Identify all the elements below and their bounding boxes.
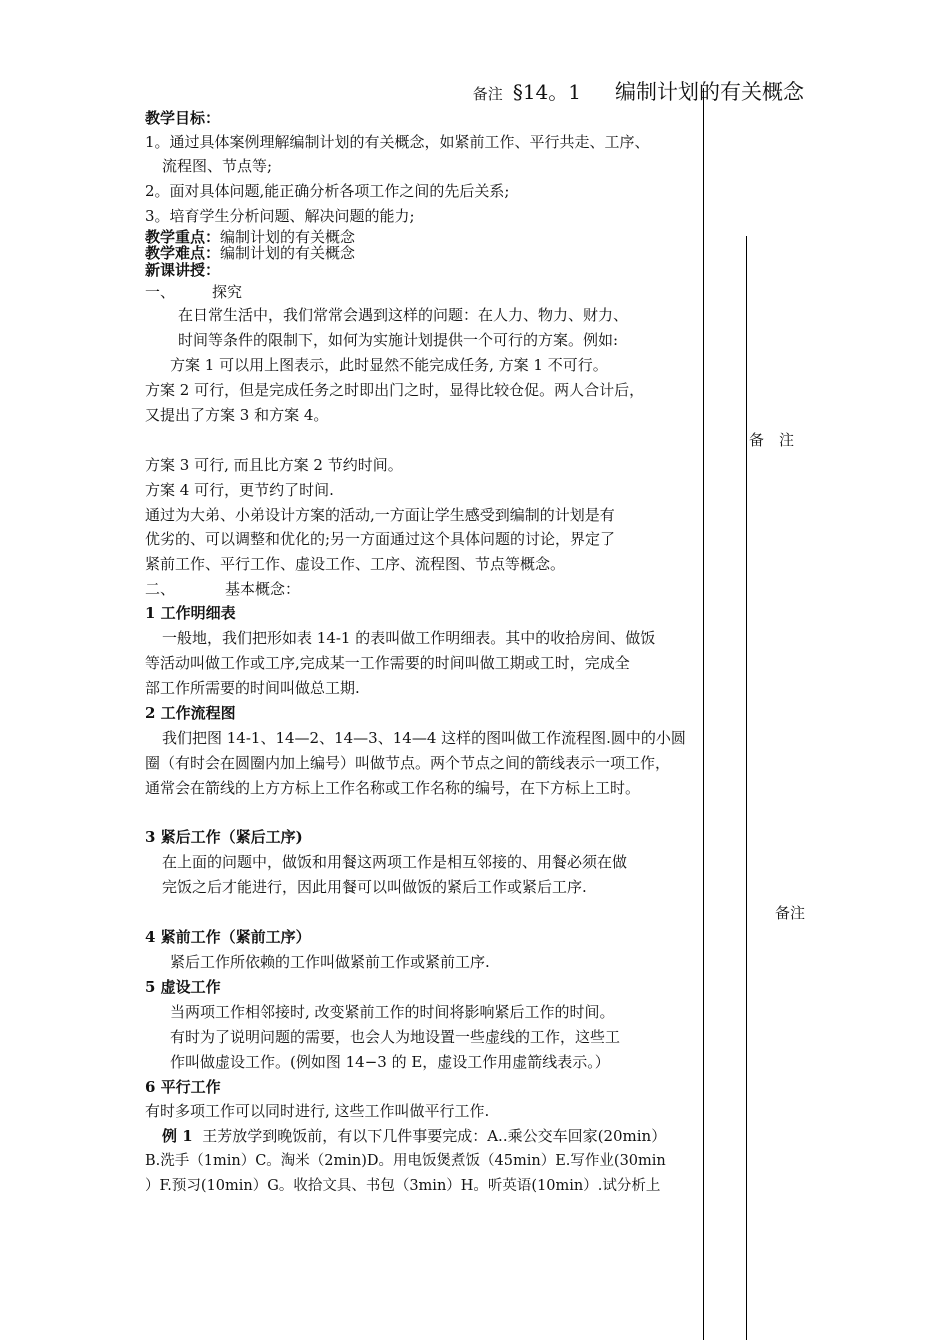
paragraph-line: 方案 4 可行，更节约了时间. xyxy=(145,481,334,499)
paragraph-line: 有时为了说明问题的需要，也会人为地设置一些虚线的工作，这些工 xyxy=(170,1028,621,1046)
part1-title: 探究 xyxy=(212,283,243,301)
paragraph-line: 通过为大弟、小弟设计方案的活动,一方面让学生感受到编制的计划是有 xyxy=(145,506,615,524)
paragraph-line: 又提出了方案 3 和方案 4。 xyxy=(145,406,329,424)
goal-item: 流程图、节点等; xyxy=(162,157,273,175)
goal-item: 3。培育学生分析问题、解决问题的能力; xyxy=(145,207,415,225)
page-header xyxy=(473,82,804,103)
goal-item: 1。通过具体案例理解编制计划的有关概念，如紧前工作、平行共走、工序、 xyxy=(145,133,650,151)
key-point: 教学重点：编制计划的有关概念 xyxy=(145,228,356,246)
part2-title: 基本概念： xyxy=(225,580,301,598)
paragraph-line: 优劣的、可以调整和优化的;另一方面通过这个具体问题的讨论，界定了 xyxy=(145,530,616,548)
side-note: 备注 xyxy=(775,904,806,922)
goals-heading: 教学目标： xyxy=(145,109,221,127)
paragraph-line: 一般地，我们把形如表 14-1 的表叫做工作明细表。其中的收拾房间、做饭 xyxy=(162,629,656,647)
side-note: 备 注 xyxy=(749,431,795,449)
concept-title: 3 紧后工作（紧后工序) xyxy=(145,828,303,846)
example-line: B.洗手（1min）C。淘米（2min)D。用电饭煲煮饭（45min）E.写作业(30min xyxy=(145,1153,666,1169)
paragraph-line: 方案 1 可以用上图表示，此时显然不能完成任务, 方案 1 不可行。 xyxy=(170,356,608,374)
concept-title: 6 平行工作 xyxy=(145,1078,221,1096)
paragraph-line: 方案 3 可行, 而且比方案 2 节约时间。 xyxy=(145,456,403,474)
example-line: ）F.预习(10min）G。收拾文具、书包（3min）H。听英语(10min）.试分析上 xyxy=(145,1178,661,1194)
paragraph-line: 紧前工作、平行工作、虚设工作、工序、流程图、节点等概念。 xyxy=(145,555,566,573)
goal-item: 2。面对具体问题,能正确分析各项工作之间的先后关系; xyxy=(145,182,510,200)
margin-rule-line xyxy=(746,236,747,1340)
example-line: 例 1 王芳放学到晚饭前，有以下几件事要完成：A..乘公交车回家(20min） xyxy=(162,1127,667,1145)
concept-title: 4 紧前工作（紧前工序） xyxy=(145,928,311,946)
paragraph-line: 部工作所需要的时间叫做总工期. xyxy=(145,679,360,697)
concept-title: 1 工作明细表 xyxy=(145,604,236,622)
header-note: 备注 xyxy=(472,85,503,103)
example-label: 例 1 xyxy=(162,1127,193,1145)
paragraph-line: 有时多项工作可以同时进行, 这些工作叫做平行工作. xyxy=(145,1102,490,1120)
paragraph-line: 方案 2 可行，但是完成任务之时即出门之时，显得比较仓促。两人合计后， xyxy=(145,381,645,399)
concept-title: 2 工作流程图 xyxy=(145,704,236,722)
paragraph-line: 紧后工作所依赖的工作叫做紧前工作或紧前工序. xyxy=(170,953,490,971)
part1-number: 一、 xyxy=(145,283,176,301)
difficulty-point: 教学难点：编制计划的有关概念 xyxy=(145,244,356,262)
paragraph-line: 完饭之后才能进行，因此用餐可以叫做饭的紧后工作或紧后工序. xyxy=(162,878,587,896)
page-title: 编制计划的有关概念 xyxy=(615,80,804,104)
paragraph-line: 作叫做虚设工作。(例如图 14−3 的 E，虚设工作用虚箭线表示。） xyxy=(170,1053,610,1071)
paragraph-line: 通常会在箭线的上方方标上工作名称或工作名称的编号，在下方标上工时。 xyxy=(145,779,641,797)
paragraph-line: 圈（有时会在圆圈内加上编号）叫做节点。两个节点之间的箭线表示一项工作， xyxy=(145,754,671,772)
paragraph-line: 当两项工作相邻接时, 改变紧前工作的时间将影响紧后工作的时间。 xyxy=(170,1003,615,1021)
paragraph-line: 在上面的问题中，做饭和用餐这两项工作是相互邻接的、用餐必须在做 xyxy=(162,853,628,871)
section-number: §14。1 xyxy=(512,80,581,104)
paragraph-line: 我们把图 14-1、14—2、14—3、14—4 这样的图叫做工作流程图.圆中的小圆 xyxy=(162,729,686,747)
concept-title: 5 虚设工作 xyxy=(145,978,221,996)
paragraph-line: 在日常生活中，我们常常会遇到这样的问题：在人力、物力、财力、 xyxy=(178,306,629,324)
part2-number: 二、 xyxy=(145,580,176,598)
paragraph-line: 等活动叫做工作或工序,完成某一工作需要的时间叫做工期或工时，完成全 xyxy=(145,654,630,672)
column-divider-line xyxy=(703,88,704,1340)
paragraph-line: 时间等条件的限制下，如何为实施计划提供一个可行的方案。例如: xyxy=(178,331,619,349)
lecture-heading: 新课讲授： xyxy=(145,261,221,279)
